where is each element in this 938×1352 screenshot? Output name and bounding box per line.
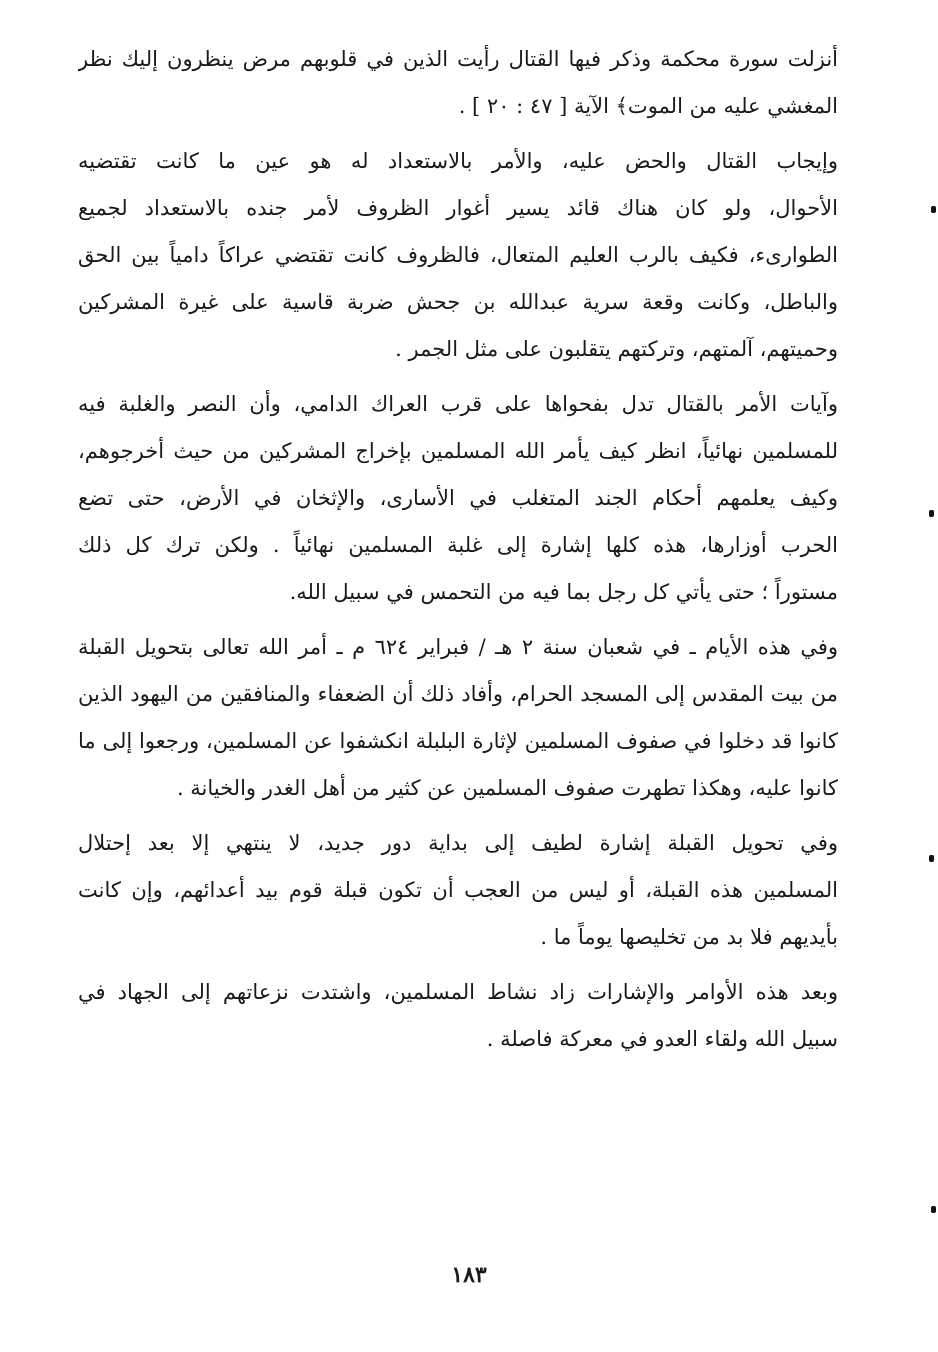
text-line: المغشي عليه من الموت﴾ الآية [ ٤٧ : ٢٠ ] . (458, 94, 838, 118)
scan-mark (931, 1206, 936, 1213)
text-line: الحرب أوزارها، هذه كلها إشارة إلى غلبة المسلمين نهائياً . ولكن ترك كل ذلك (78, 533, 838, 557)
text-line: وكيف يعلمهم أحكام الجند المتغلب في الأسارى، والإثخان في الأرض، حتى تضع (78, 486, 838, 510)
text-line: وإيجاب القتال والحض عليه، والأمر بالاستعداد له هو عين ما كانت تقتضيه (78, 149, 838, 173)
paragraph-gap (78, 373, 838, 381)
paragraph (78, 36, 838, 130)
scan-mark (929, 510, 934, 517)
text-line: من بيت المقدس إلى المسجد الحرام، وأفاد ذلك أن الضعفاء والمنافقين من اليهود الذين (78, 682, 838, 706)
text-line: المسلمين هذه القبلة، أو ليس من العجب أن تكون قبلة قوم بيد أعدائهم، وإن كانت (78, 878, 838, 902)
text-line: وفي تحويل القبلة إشارة لطيف إلى بداية دور جديد، لا ينتهي إلا بعد إحتلال (78, 831, 838, 855)
text-line: بأيديهم فلا بد من تخليصها يوماً ما . (540, 925, 838, 949)
paragraph (78, 381, 838, 616)
paragraph (78, 624, 838, 812)
scan-mark (931, 206, 936, 213)
text-line: سبيل الله ولقاء العدو في معركة فاصلة . (486, 1027, 838, 1051)
body-text (78, 36, 838, 1063)
paragraph (78, 820, 838, 961)
paragraph (78, 969, 838, 1063)
text-line: أنزلت سورة محكمة وذكر فيها القتال رأيت الذين في قلوبهم مرض ينظرون إليك نظر (78, 47, 838, 71)
text-line: الطوارىء، فكيف بالرب العليم المتعال، فالظروف كانت تقتضي عراكاً دامياً بين الحق (78, 243, 838, 267)
paragraph (78, 138, 838, 373)
scan-mark (929, 855, 934, 862)
text-line: وآيات الأمر بالقتال تدل بفحواها على قرب العراك الدامي، وأن النصر والغلبة فيه (78, 392, 838, 416)
paragraph-gap (78, 812, 838, 820)
paragraph-gap (78, 961, 838, 969)
text-line: كانوا قد دخلوا في صفوف المسلمين لإثارة البلبلة انكشفوا عن المسلمين، ورجعوا إلى ما (78, 729, 838, 753)
paragraph-gap (78, 130, 838, 138)
text-line: الأحوال، ولو كان هناك قائد يسير أغوار الظروف لأمر جنده بالاستعداد لجميع (78, 196, 838, 220)
page-number: ١٨٣ (451, 1262, 487, 1288)
text-line: وحميتهم، آلمتهم، وتركتهم يتقلبون على مثل الجمر . (395, 337, 838, 361)
text-line: للمسلمين نهائياً، انظر كيف يأمر الله المسلمين بإخراج المشركين من حيث أخرجوهم، (78, 439, 838, 463)
text-line: وبعد هذه الأوامر والإشارات زاد نشاط المسلمين، واشتدت نزعاتهم إلى الجهاد في (78, 980, 838, 1004)
text-line: وفي هذه الأيام ـ في شعبان سنة ٢ هـ / فبراير ٦٢٤ م ـ أمر الله تعالى بتحويل القبلة (78, 635, 838, 659)
text-line: والباطل، وكانت وقعة سرية عبدالله بن جحش ضربة قاسية على غيرة المشركين (78, 290, 838, 314)
text-line: مستوراً ؛ حتى يأتي كل رجل بما فيه من التحمس في سبيل الله. (289, 580, 838, 604)
text-line: كانوا عليه، وهكذا تطهرت صفوف المسلمين عن كثير من أهل الغدر والخيانة . (176, 776, 838, 800)
paragraph-gap (78, 616, 838, 624)
